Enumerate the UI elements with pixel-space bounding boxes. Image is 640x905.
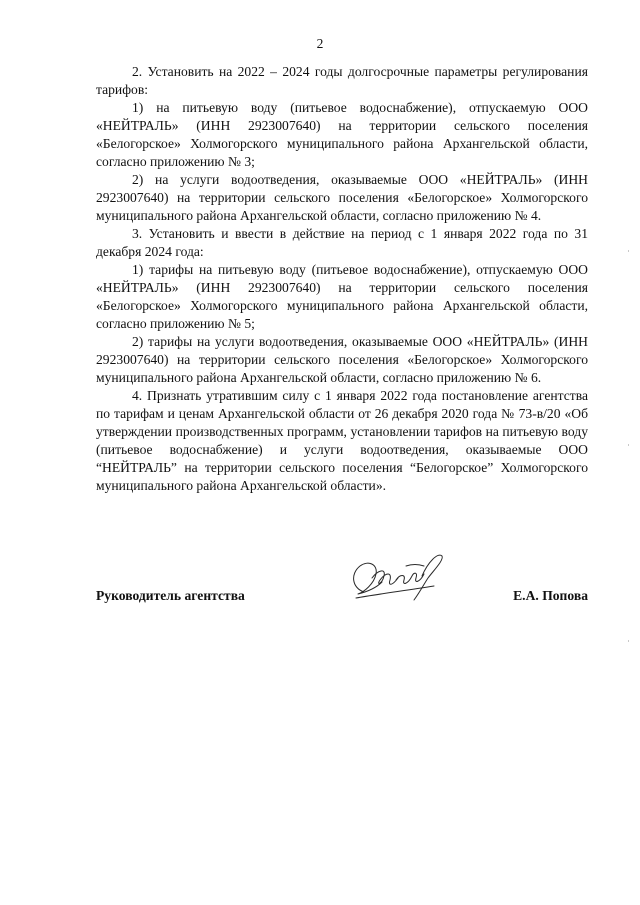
paragraph-subitem-2-2: 2) на услуги водоотведения, оказываемые ООО «НЕЙТРАЛЬ» (ИНН 2923007640) на территории сельского поселения «Белогорское» Холмогорского муниципального района Архангельской области, согласно приложению № 4. xyxy=(96,172,588,223)
paragraph-subitem-2-1: 1) на питьевую воду (питьевое водоснабжение), отпускаемую ООО «НЕЙТРАЛЬ» (ИНН 2923007640) на территории сельского поселения «Белогорское» Холмогорского муниципального района Архангельской области, согласно приложению № 3; xyxy=(96,100,588,169)
page-number: 2 xyxy=(316,36,324,51)
scan-edge-mark xyxy=(628,250,629,252)
paragraph-subitem-3-2: 2) тарифы на услуги водоотведения, оказываемые ООО «НЕЙТРАЛЬ» (ИНН 2923007640) на территории сельского поселения «Белогорское» Холмогорского муниципального района Архангельской области, согласно приложению № 6. xyxy=(96,334,588,385)
signatory-name: Е.А. Попова xyxy=(513,588,588,603)
scan-edge-mark xyxy=(628,640,629,642)
signatory-title: Руководитель агентства xyxy=(96,588,245,603)
paragraph-item-4: 4. Признать утратившим силу с 1 января 2022 года постановление агентства по тарифам и ценам Архангельской области от 26 декабря 2020 года № 73-в/20 «Об утверждении производственных программ, установлении тарифов на питьевую воду (питьевое водоснабжение) и услуги водоотведения, оказываемые ООО “НЕЙТРАЛЬ” на территории сельского поселения “Белогорское” Холмогорского муниципального района Архангельской области». xyxy=(96,388,588,493)
scan-edge-mark xyxy=(628,444,629,446)
document-body xyxy=(96,63,588,495)
signature-block xyxy=(96,588,588,608)
paragraph-subitem-3-1: 1) тарифы на питьевую воду (питьевое водоснабжение), отпускаемую ООО «НЕЙТРАЛЬ» (ИНН 2923007640) на территории сельского поселения «Белогорское» Холмогорского муниципального района Архангельской области, согласно приложению № 5; xyxy=(96,262,588,331)
paragraph-item-3: 3. Установить и ввести в действие на период с 1 января 2022 года по 31 декабря 2024 года: xyxy=(96,226,588,259)
paragraph-item-2: 2. Установить на 2022 – 2024 годы долгосрочные параметры регулирования тарифов: xyxy=(96,64,588,97)
